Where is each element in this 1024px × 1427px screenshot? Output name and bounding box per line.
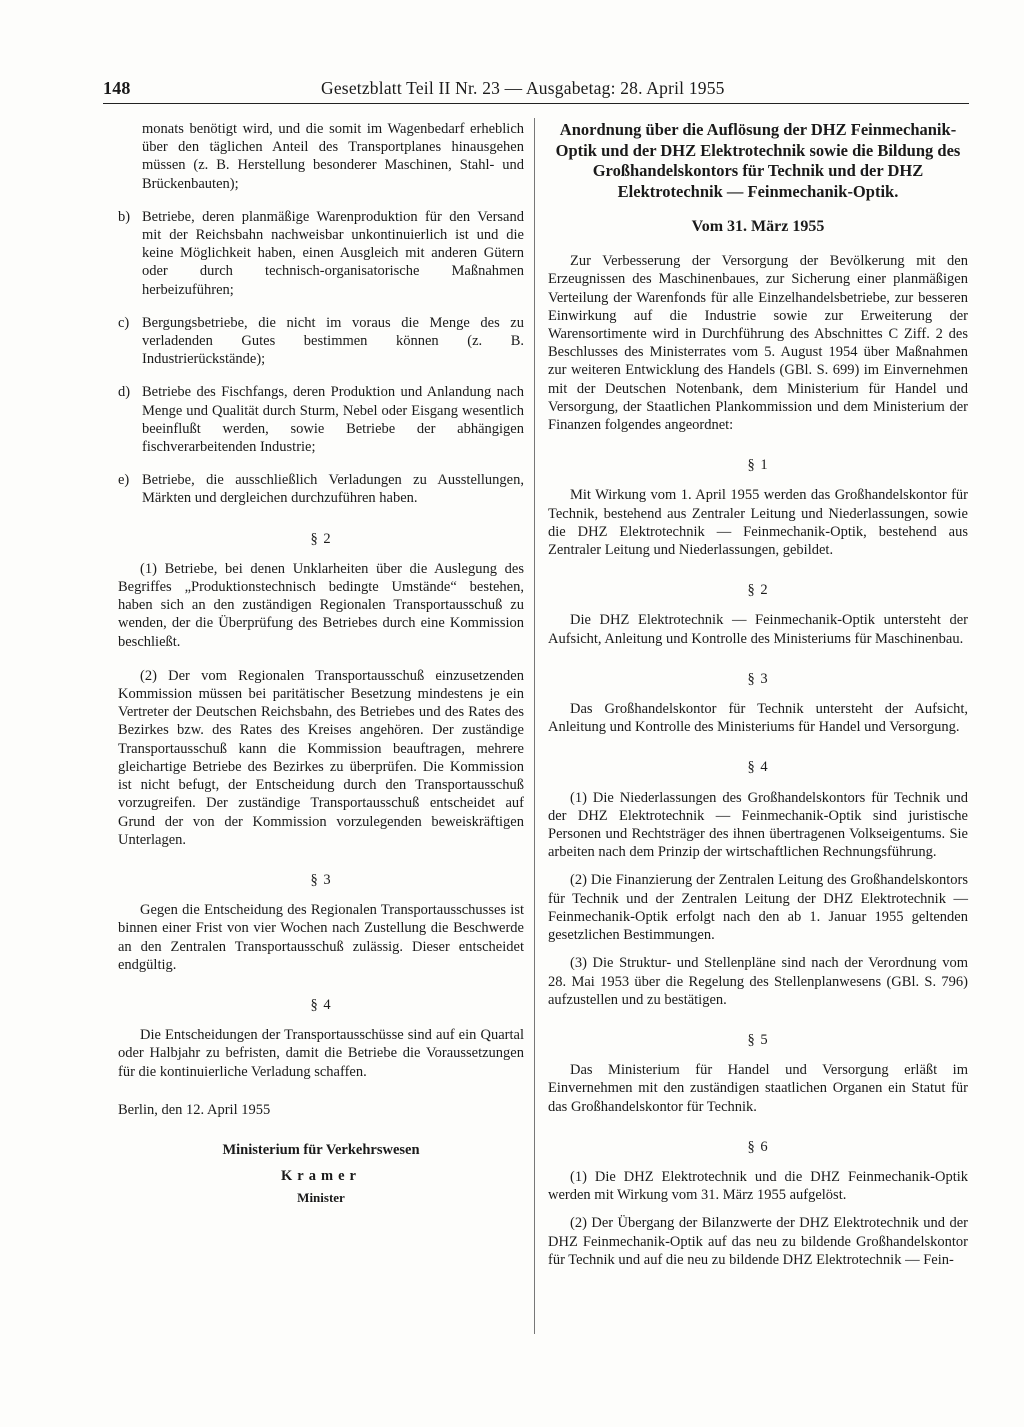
header-rule bbox=[103, 103, 969, 104]
paragraph: Das Großhandelskontor für Technik untersteht der Aufsicht, Anleitung und Kontrolle des Ministeriums für Handel und Versorgung. bbox=[548, 701, 968, 736]
paragraph: (1) Die Niederlassungen des Großhandelskontors für Technik und der DHZ Elektrotechnik — Feinmechanik-Optik sind juristische Personen und Rechtsträger des ihnen übertragenen Volkseigentums. Sie arbeiten nach dem Prinzip der wirtschaftlichen Rechnungsführung. bbox=[548, 789, 968, 861]
signer-name: Kramer bbox=[281, 1168, 361, 1185]
list-item-text: Bergungsbetriebe, die nicht im voraus die Menge des zu verladenden Gutes bestimmen können (z. B. Industrierückstände); bbox=[142, 314, 524, 368]
paragraph: (2) Der Übergang der Bilanzwerte der DHZ Elektrotechnik und der DHZ Feinmechanik-Optik auf das neu zu bildende Großhandelskontor für Technik und auf die neu zu bildende DHZ Elektrotechnik — Fein- bbox=[548, 1215, 968, 1268]
section-heading: § 5 bbox=[747, 1031, 769, 1048]
right-column bbox=[548, 120, 968, 1269]
paragraph: Die DHZ Elektrotechnik — Feinmechanik-Optik untersteht der Aufsicht, Anleitung und Kontrolle des Ministeriums für Maschinenbau. bbox=[548, 612, 968, 647]
paragraph: Das Ministerium für Handel und Versorgung erläßt im Einvernehmen mit den zuständigen staatlichen Organen ein Statut für das Großhandelskontor für Technik. bbox=[548, 1062, 968, 1115]
list-item bbox=[118, 471, 524, 507]
list-item bbox=[118, 383, 524, 456]
paragraph: (1) Die DHZ Elektrotechnik und die DHZ Feinmechanik-Optik werden mit Wirkung vom 31. März 1955 aufgelöst. bbox=[548, 1168, 968, 1204]
left-column bbox=[118, 120, 524, 1208]
section-heading: § 3 bbox=[310, 871, 332, 888]
list-item-text: Betriebe des Fischfangs, deren Produktion und Anlandung nach Menge und Qualität durch Sturm, Nebel oder Eisgang wesentlich beeinflußt werden, sowie Betriebe der abhängigen fischverarbeitenden Industrie; bbox=[142, 384, 524, 456]
section-heading: § 3 bbox=[747, 670, 769, 687]
running-title: Gesetzblatt Teil II Nr. 23 — Ausgabetag: 28. April 1955 bbox=[321, 78, 725, 98]
list-item-label: e) bbox=[118, 472, 130, 489]
list-item bbox=[118, 208, 524, 299]
ministry-name: Ministerium für Verkehrswesen bbox=[222, 1141, 420, 1158]
signer-title: Minister bbox=[297, 1190, 345, 1206]
paragraph: (2) Die Finanzierung der Zentralen Leitung des Großhandelskontors für Technik und der Zentralen Leitung der DHZ Elektrotechnik — Feinmechanik-Optik erfolgt nach den ab 1. Januar 1955 geltenden gesetzlichen Bestimmungen. bbox=[548, 872, 968, 944]
section-heading: § 2 bbox=[310, 530, 332, 547]
paragraph: (1) Betriebe, bei denen Unklarheiten über die Auslegung des Begriffes „Produktionstechnisch bedingte Umstände“ bestehen, haben sich an den zuständigen Regionalen Transportausschuß zu wenden, der die Überprüfung des Betriebes durch eine Kommission beschließt. bbox=[118, 560, 524, 650]
list-item bbox=[118, 314, 524, 369]
page-header bbox=[103, 76, 969, 106]
paragraph: Gegen die Entscheidung des Regionalen Transportausschusses ist binnen einer Frist von vier Wochen nach Zustellung die Beschwerde an den Zentralen Transportausschuß zulässig. Dieser entscheidet endgültig. bbox=[118, 902, 524, 973]
list-item-text: Betriebe, deren planmäßige Warenproduktion für den Versand mit der Reichsbahn nachweisbar unkontinuierlich ist und die keine Möglichkeit haben, einen Ausgleich mit anderen Gütern oder durch technisch-organisatorische Maßnahmen herbeizuführen; bbox=[142, 208, 524, 298]
column-divider bbox=[534, 118, 535, 1334]
section-heading: § 6 bbox=[747, 1138, 769, 1155]
paragraph: (3) Die Struktur- und Stellenpläne sind nach der Verordnung vom 28. Mai 1953 über die Regelung des Stellenplanwesens (GBl. S. 796) aufzustellen und zu bestätigen. bbox=[548, 955, 968, 1008]
place-date: Berlin, den 12. April 1955 bbox=[118, 1101, 271, 1118]
section-heading: § 2 bbox=[747, 582, 769, 599]
section-heading: § 1 bbox=[747, 457, 769, 474]
list-item-text: Betriebe, die ausschließlich Verladungen zu Ausstellungen, Märkten und dergleichen durchzuführen haben. bbox=[142, 472, 524, 507]
list-item-label: c) bbox=[118, 314, 130, 331]
ordinance-title: Anordnung über die Auflösung der DHZ Feinmechanik-Optik und der DHZ Elektrotechnik sowie die Bildung des Großhandelskontors für Technik und der DHZ Elektrotechnik — Feinmechanik-Optik. bbox=[555, 120, 961, 201]
section-heading: § 4 bbox=[310, 996, 332, 1013]
preamble: Zur Verbesserung der Versorgung der Bevölkerung mit den Erzeugnissen des Maschinenbaues, zur Sicherung einer planmäßigen Verteilung der Warenfonds für alle Einzelhandelsbetriebe, zur besseren Einwirkung auf die Industrie sowie zur Erweiterung der Warensortimente wird in Durchführung des Abschnittes C Ziff. 2 des Beschlusses des Ministerrates vom 5. August 1954 über Maßnahmen zur weiteren Entwicklung des Handels (GBl. S. 699) im Einvernehmen mit der Deutschen Notenbank, dem Ministerium für Handel und Versorgung, der Staatlichen Plankommission und dem Ministerium der Finanzen folgendes angeordnet: bbox=[548, 253, 968, 434]
list-item-label: d) bbox=[118, 384, 131, 401]
paragraph: Die Entscheidungen der Transportausschüsse sind auf ein Quartal oder Halbjahr zu befristen, damit die Betriebe die Voraussetzungen für die kontinuierliche Verladung schaffen. bbox=[118, 1027, 524, 1080]
paragraph: (2) Der vom Regionalen Transportausschuß einzusetzenden Kommission müssen bei paritätischer Besetzung mindestens je ein Vertreter der Deutschen Reichsbahn, des Betriebes und des Rates des Bezirkes bzw. des Rates des Kreises angehören. Der zuständige Transportausschuß kann die Kommission beauftragen, mehrere gleichartige Betriebe des Bezirkes zu überprüfen. Die Kommission ist nicht befugt, der Entscheidung durch den Transportausschuß vorzugreifen. Der zuständige Transportausschuß entscheidet auf Grund der von der Kommission vorzulegenden beweiskräftigen Unterlagen. bbox=[118, 667, 524, 848]
paragraph: Mit Wirkung vom 1. April 1955 werden das Großhandelskontor für Technik, bestehend aus Zentraler Leitung und Niederlassungen, sowie die DHZ Elektrotechnik — Feinmechanik-Optik, bestehend aus Zentraler Leitung und Niederlassungen, gebildet. bbox=[548, 487, 968, 559]
page-number: 148 bbox=[103, 78, 131, 98]
ordinance-date: Vom 31. März 1955 bbox=[691, 218, 825, 235]
section-heading: § 4 bbox=[747, 759, 769, 776]
continuation-text: monats benötigt wird, und die somit im Wagenbedarf erheblich über den täglichen Anteil des Transportplanes hinausgehen müssen (z. B. Herstellung besonderer Maschinen, Stahl- und Brückenbauten); bbox=[142, 121, 524, 192]
list-item-label: b) bbox=[118, 208, 131, 225]
